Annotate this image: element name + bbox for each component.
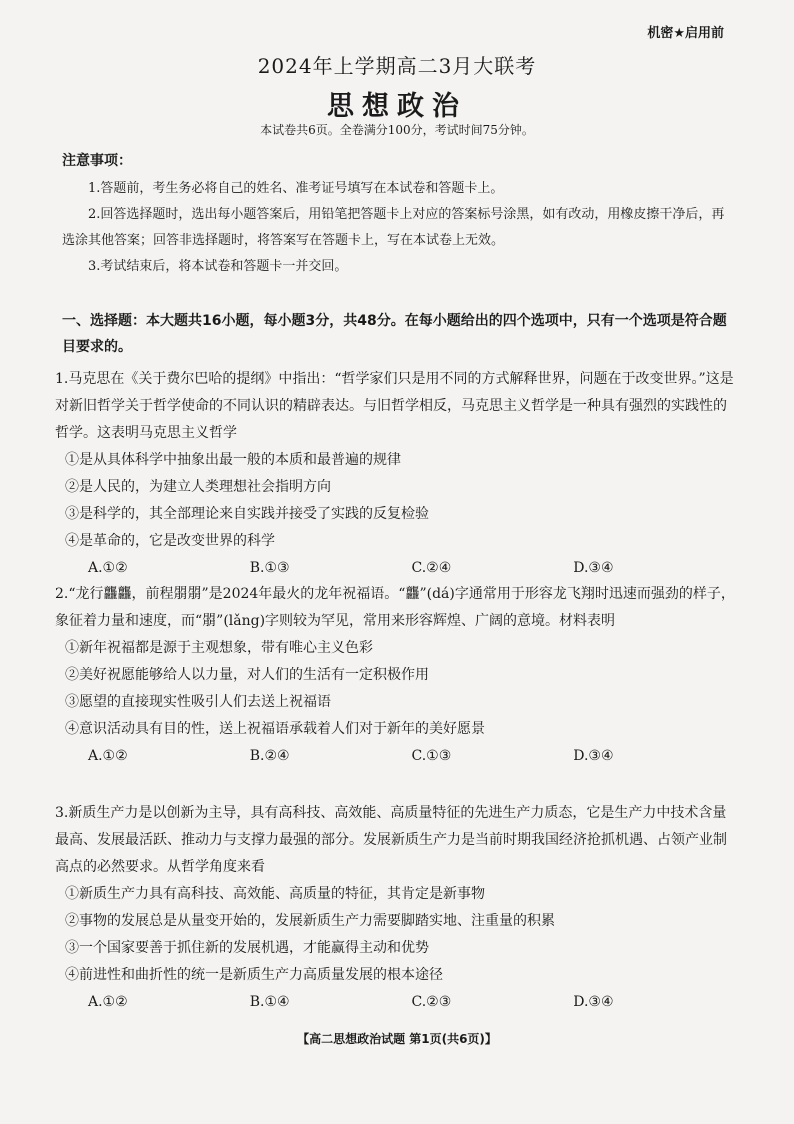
section-title: 一、选择题：本大题共16小题，每小题3分，共48分。在每小题给出的四个选项中，只有一个选项是符合题目要求的。 (62, 313, 727, 355)
question-2 (55, 581, 735, 770)
answer-choices (55, 555, 735, 582)
choice-b: B.②④ (249, 748, 290, 764)
notice-item: 2.回答选择题时，选出每小题答案后，用铅笔把答题卡上对应的答案标号涂黑，如有改动，用橡皮擦干净后，再选涂其他答案；回答非选择题时，将答案写在答题卡上，写在本试卷上无效。 (62, 207, 725, 248)
notice-item: 3.考试结束后，将本试卷和答题卡一并交回。 (88, 259, 348, 274)
choice-b: B.①④ (249, 994, 290, 1010)
question-stem: 1.马克思在《关于费尔巴哈的提纲》中指出：“哲学家们只是用不同的方式解释世界，问题在于改变世界。”这是对新旧哲学关于哲学使命的不同认识的精辟表达。与旧哲学相反，马克思主义哲学是一种具有强烈的实践性的哲学。这表明马克思主义哲学 (55, 371, 734, 441)
choice-a: A.①② (88, 748, 128, 764)
choice-c: C.②③ (411, 994, 452, 1010)
notice-list (62, 176, 732, 280)
notice-heading: 注意事项： (62, 153, 132, 169)
choice-d: D.③④ (573, 560, 614, 576)
exam-title: 2024年上学期高二3月大联考 (257, 54, 537, 78)
answer-choices (55, 989, 735, 1016)
choice-c: C.②④ (411, 560, 452, 576)
option: ②是人民的，为建立人类理想社会指明方向 (65, 479, 331, 495)
option: ④是革命的，它是改变世界的科学 (65, 533, 275, 549)
option: ③愿望的直接现实性吸引人们去送上祝福语 (65, 694, 331, 710)
exam-info: 本试卷共6页。全卷满分100分，考试时间75分钟。 (260, 123, 534, 137)
question-stem: 3.新质生产力是以创新为主导，具有高科技、高效能、高质量特征的先进生产力质态，它是生产力中技术含量最高、发展最活跃、推动力与支撑力最强的部分。发展新质生产力是当前时期我国经济抢抓机遇、占领产业制高点的必然要求。从哲学角度来看 (55, 805, 727, 875)
option: ③是科学的，其全部理论来自实践并接受了实践的反复检验 (65, 506, 429, 522)
option: ①是从具体科学中抽象出最一般的本质和最普遍的规律 (65, 452, 401, 468)
question-stem: 2.“龙行龘龘，前程朤朤”是2024年最火的龙年祝福语。“龘”(dá)字通常用于形容龙飞翔时迅速而强劲的样子，象征着力量和速度，而“朤”(lǎng)字则较为罕见，常用来形容辉煌、广阔的意境。材料表明 (55, 586, 735, 629)
answer-choices (55, 743, 735, 770)
option: ④意识活动具有目的性，送上祝福语承载着人们对于新年的美好愿景 (65, 721, 485, 737)
option: ④前进性和曲折性的统一是新质生产力高质量发展的根本途径 (65, 967, 443, 983)
choice-b: B.①③ (249, 560, 290, 576)
option: ②事物的发展总是从量变开始的，发展新质生产力需要脚踏实地、注重量的积累 (65, 913, 555, 929)
question-3 (55, 800, 735, 1016)
page-footer: 【高二思想政治试题 第1页(共6页)】 (297, 1032, 497, 1046)
subject-title: 思想政治 (327, 91, 467, 122)
option: ①新质生产力具有高科技、高效能、高质量的特征，其肯定是新事物 (65, 886, 485, 902)
question-1 (55, 366, 735, 582)
choice-a: A.①② (88, 994, 128, 1010)
choice-c: C.①③ (411, 748, 452, 764)
choice-a: A.①② (88, 560, 128, 576)
confidential-label: 机密★启用前 (647, 26, 724, 41)
option: ③一个国家要善于抓住新的发展机遇，才能赢得主动和优势 (65, 940, 429, 956)
notice-item: 1.答题前，考生务必将自己的姓名、准考证号填写在本试卷和答题卡上。 (88, 181, 504, 196)
option: ②美好祝愿能够给人以力量，对人们的生活有一定积极作用 (65, 667, 429, 683)
option: ①新年祝福都是源于主观想象，带有唯心主义色彩 (65, 640, 373, 656)
choice-d: D.③④ (573, 994, 614, 1010)
choice-d: D.③④ (573, 748, 614, 764)
